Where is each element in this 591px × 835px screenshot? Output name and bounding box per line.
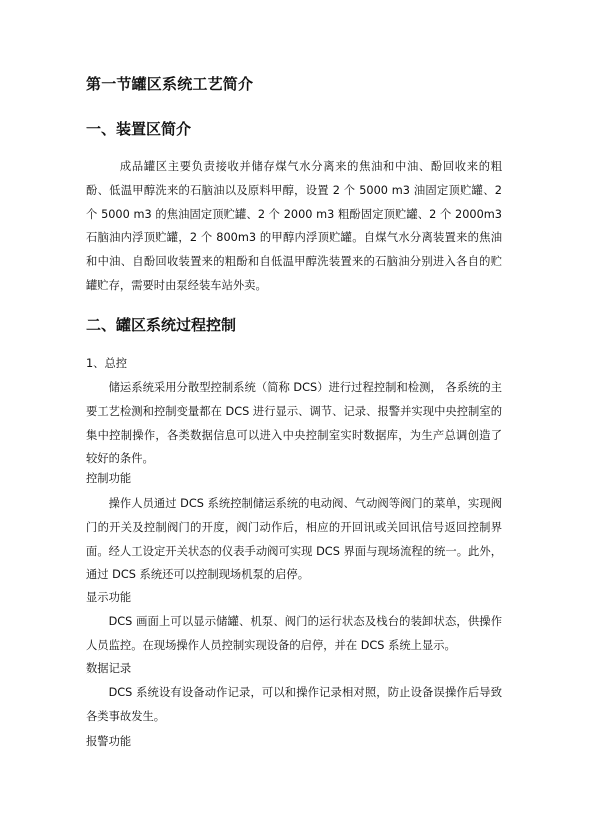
data-record-label: 数据记录 [86,662,132,675]
data-record-paragraph: DCS 系统设有设备动作记录，可以和操作记录相对照，防止设备误操作后导致各类事故发生。 [86,686,502,723]
alarm-function-label: 报警功能 [86,735,132,748]
section-heading-process-control: 二、罐区系统过程控制 [86,316,237,334]
display-function-label: 显示功能 [86,591,132,604]
item-general-control-label: 1、总控 [86,357,128,370]
general-control-paragraph: 储运系统采用分散型控制系统（简称 DCS）进行过程控制和检测， 各系统的主要工艺检测和控制变量都在 DCS 进行显示、调节、记录、报警并实现中央控制室的集中控制操作，各类数据信息可以进入中央控制室实时数据库，为生产总调创造了较好的条件。 [86,381,502,466]
page-title: 第一节罐区系统工艺简介 [86,75,254,93]
device-area-paragraph: 成品罐区主要负责接收并储存煤气水分离来的焦油和中油、酚回收来的粗酚、低温甲醇洗来的石脑油以及原料甲醇，设置 2 个 5000 m3 油固定顶贮罐、2 个 5000 m3 的焦油固定顶贮罐、2 个 2000 m3 粗酚固定顶贮罐、2 个 2000m3 石脑油内浮顶贮罐，2 个 800m3 的甲醇内浮顶贮罐。自煤气水分离装置来的焦油和中油、自酚回收装置来的粗酚和自低温甲醇洗装置来的石脑油分别进入各自的贮罐贮存，需要时由泵经装车站外卖。 [86,160,502,292]
control-function-label: 控制功能 [86,472,132,485]
display-function-paragraph: DCS 画面上可以显示储罐、机泵、阀门的运行状态及栈台的装卸状态，供操作人员监控。在现场操作人员控制实现设备的启停，并在 DCS 系统上显示。 [86,615,502,652]
control-function-paragraph: 操作人员通过 DCS 系统控制储运系统的电动阀、气动阀等阀门的菜单，实现阀门的开关及控制阀门的开度，阀门动作后，相应的开回讯或关回讯信号返回控制界面。经人工设定开关状态的仪表手动阀可实现 DCS 界面与现场流程的统一。此外，通过 DCS 系统还可以控制现场机泵的启停。 [86,497,502,582]
section-heading-device-area: 一、装置区简介 [86,120,192,138]
